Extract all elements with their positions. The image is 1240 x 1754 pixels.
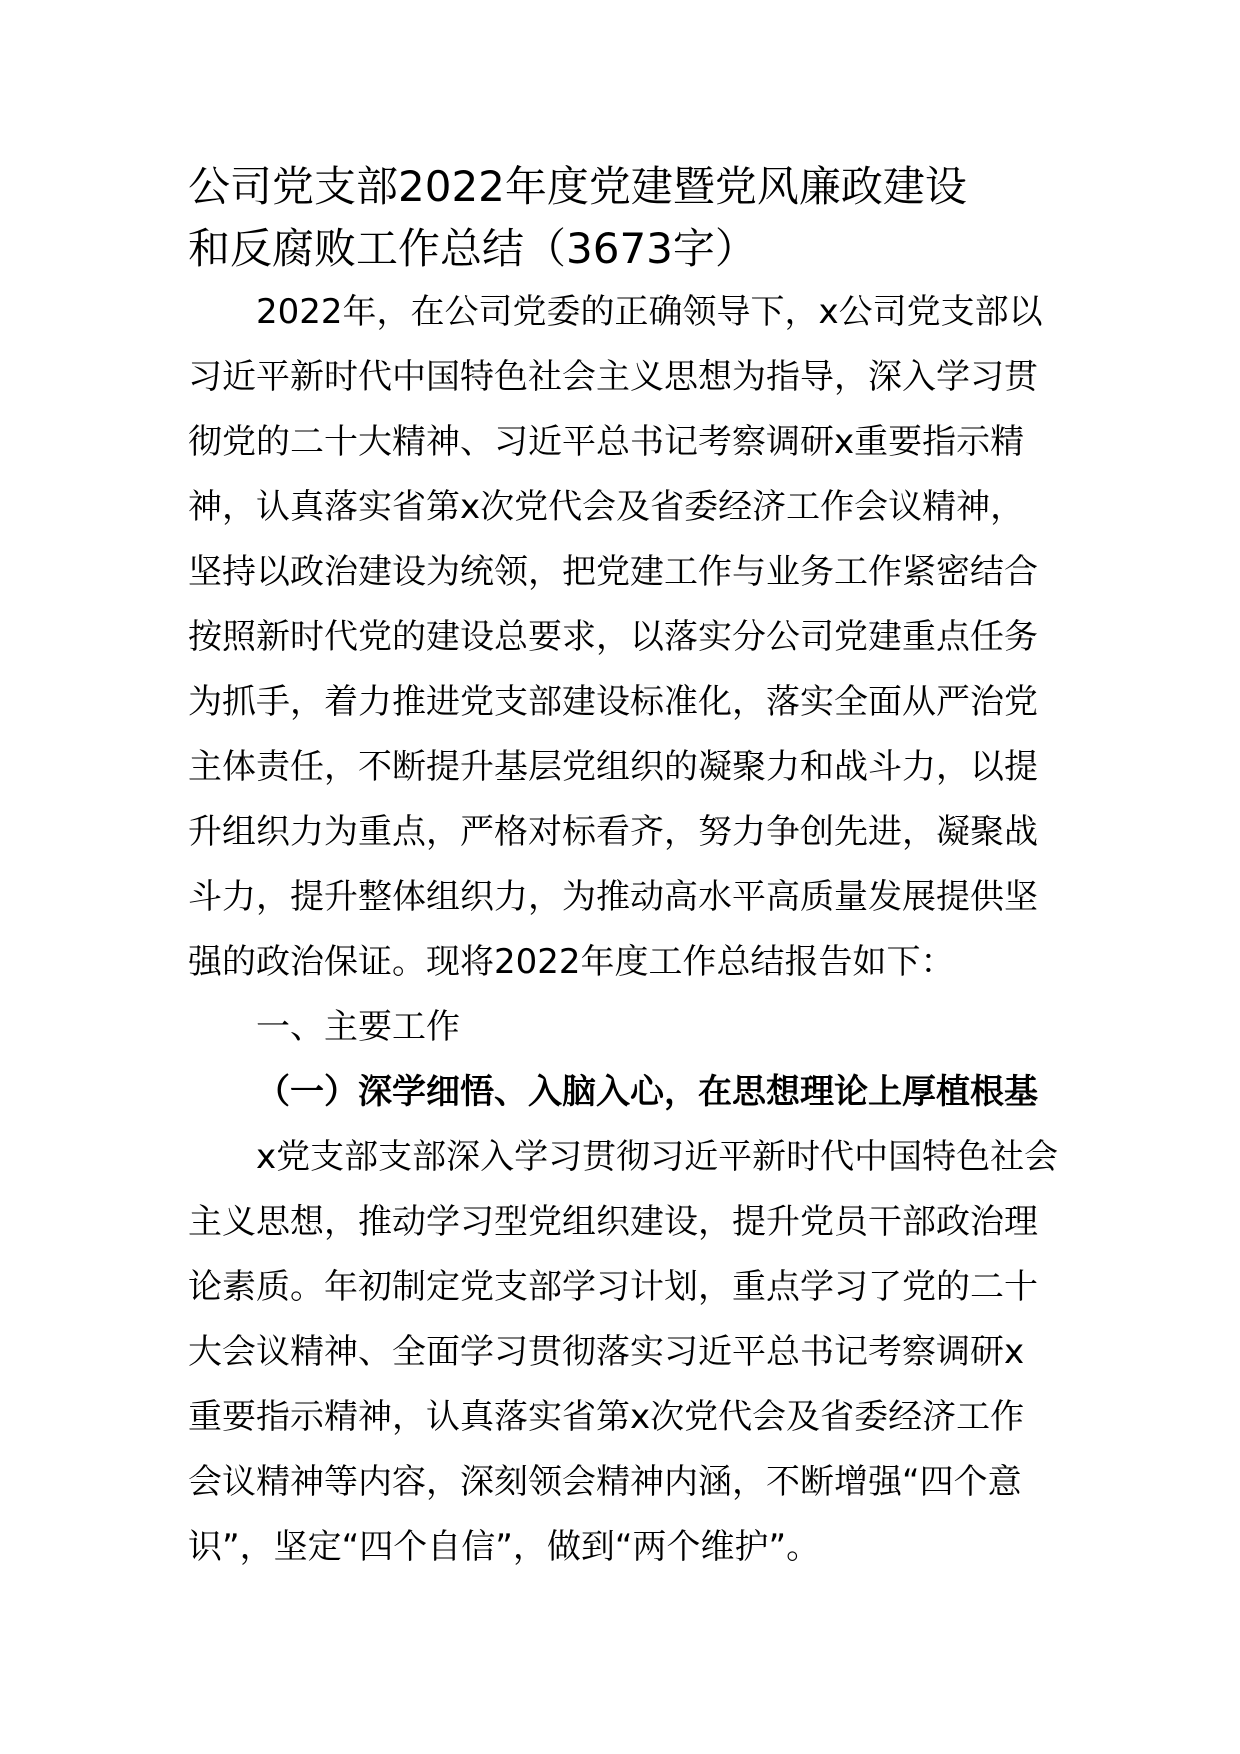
title-line: 公司党支部2022年度党建暨党风廉政建设 [188, 162, 967, 211]
intro-line: 主体责任，不断提升基层党组织的凝聚力和战斗力，以提 [188, 747, 1038, 787]
intro-line: 坚持以政治建设为统领，把党建工作与业务工作紧密结合 [188, 552, 1038, 592]
section-heading: 一、主要工作 [256, 1007, 460, 1047]
title-line: 和反腐败工作总结（3673字） [188, 224, 757, 273]
intro-paragraph [188, 280, 1054, 995]
subsection-heading: （一）深学细悟、入脑入心，在思想理论上厚植根基 [256, 1072, 1038, 1112]
document-title [188, 156, 1054, 280]
body-line: 论素质。年初制定党支部学习计划，重点学习了党的二十 [188, 1267, 1038, 1307]
body-line: 重要指示精神，认真落实省第x次党代会及省委经济工作 [188, 1397, 1025, 1437]
intro-line: 按照新时代党的建设总要求，以落实分公司党建重点任务 [188, 617, 1038, 657]
body-line: 会议精神等内容，深刻领会精神内涵，不断增强“四个意 [188, 1462, 1022, 1502]
body-paragraph [188, 1125, 1059, 1580]
body-line: 识”，坚定“四个自信”，做到“两个维护”。 [188, 1527, 821, 1567]
body-line: 大会议精神、全面学习贯彻落实习近平总书记考察调研x [188, 1332, 1025, 1372]
body-line: x党支部支部深入学习贯彻习近平新时代中国特色社会 [256, 1137, 1059, 1177]
body-line: 主义思想，推动学习型党组织建设，提升党员干部政治理 [188, 1202, 1038, 1242]
intro-line: 2022年，在公司党委的正确领导下，x公司党支部以 [256, 292, 1043, 332]
intro-line: 升组织力为重点，严格对标看齐，努力争创先进，凝聚战 [188, 812, 1038, 852]
document-content [188, 156, 1059, 1580]
intro-line: 习近平新时代中国特色社会主义思想为指导，深入学习贯 [188, 357, 1038, 397]
intro-line: 彻党的二十大精神、习近平总书记考察调研x重要指示精 [188, 422, 1025, 462]
intro-line: 强的政治保证。现将2022年度工作总结报告如下： [188, 942, 955, 982]
intro-line: 为抓手，着力推进党支部建设标准化，落实全面从严治党 [188, 682, 1038, 722]
intro-line: 神，认真落实省第x次党代会及省委经济工作会议精神， [188, 487, 1025, 527]
intro-line: 斗力，提升整体组织力，为推动高水平高质量发展提供坚 [188, 877, 1038, 917]
